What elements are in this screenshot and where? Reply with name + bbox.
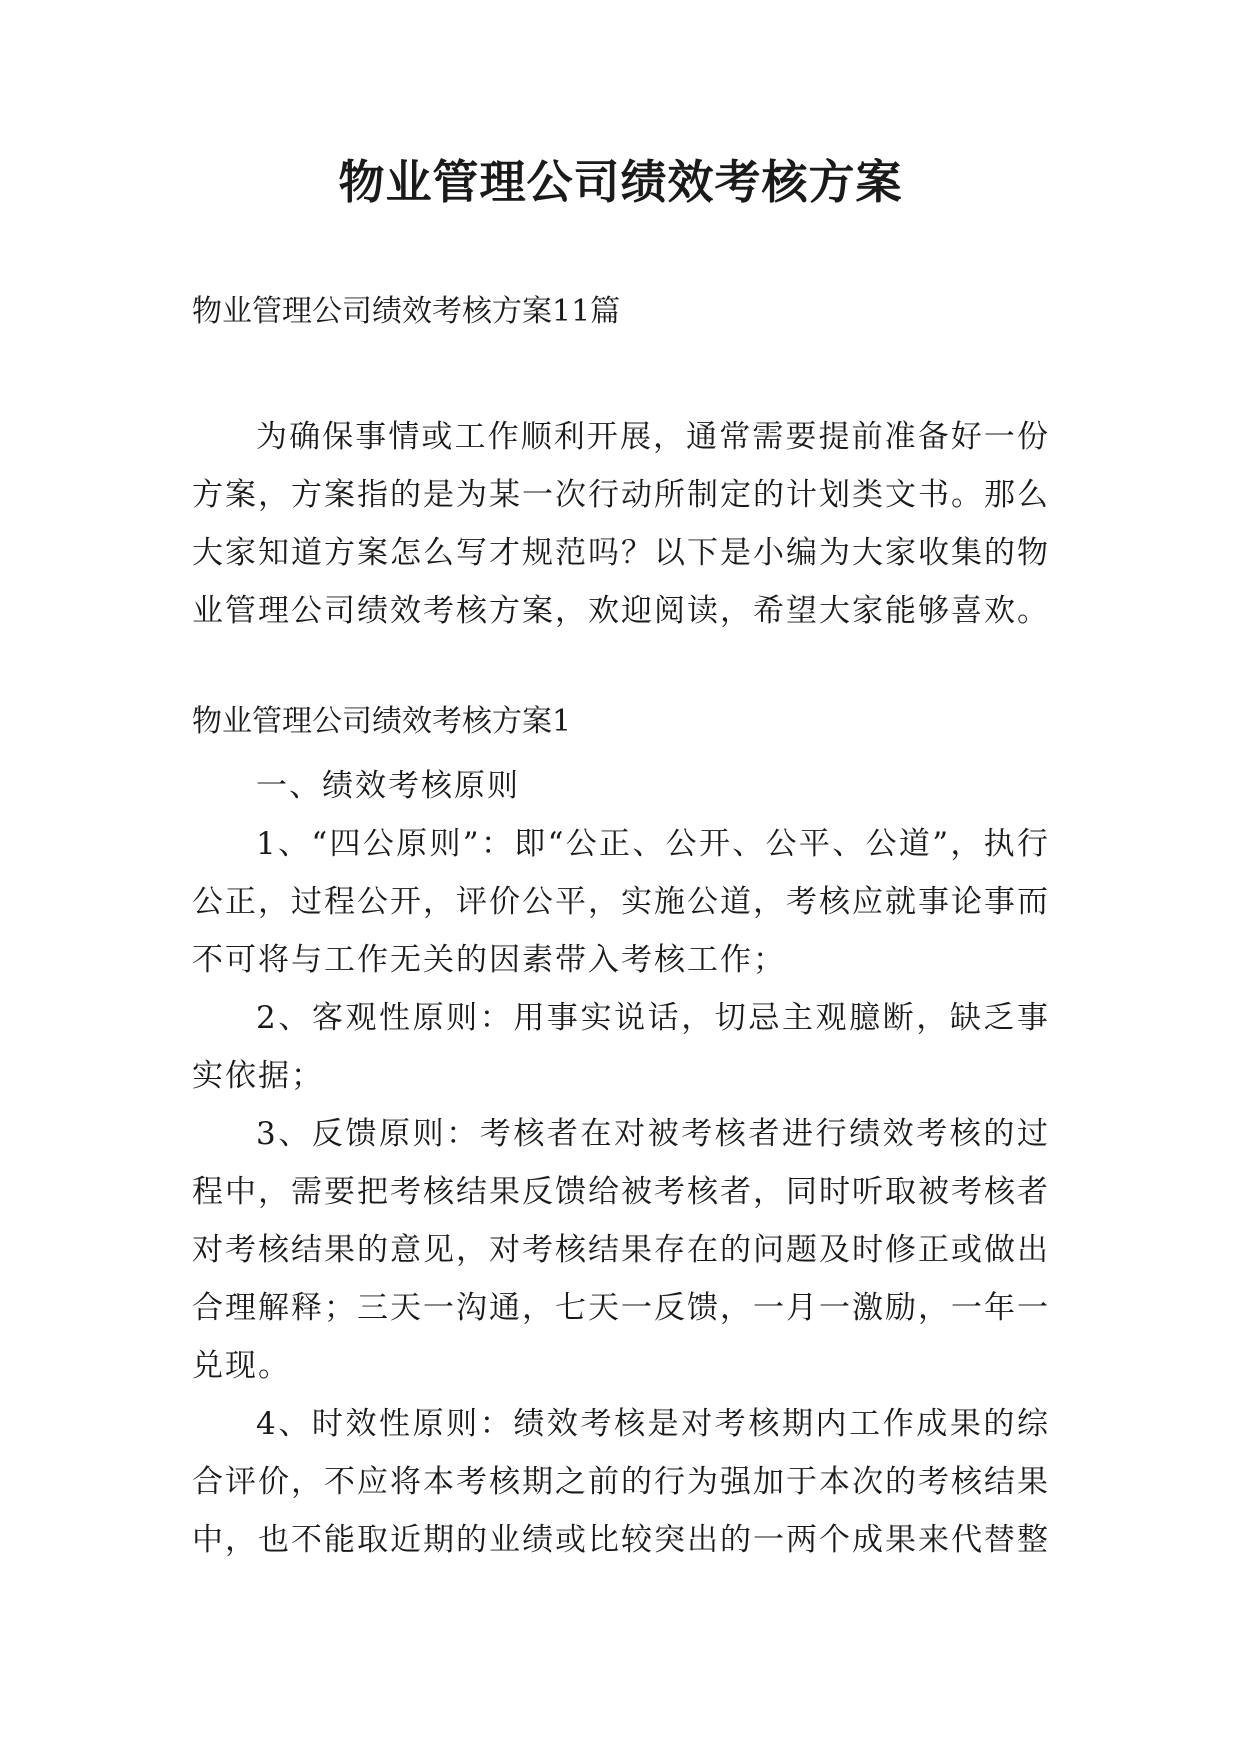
principle-paragraph-4: 4、时效性原则：绩效考核是对考核期内工作成果的综合评价，不应将本考核期之前的行为强加于本次的考核结果中，也不能取近期的业绩或比较突出的一两个成果来代替整	[192, 1406, 1050, 1558]
document-subtitle: 物业管理公司绩效考核方案11篇	[192, 294, 621, 329]
section-content	[192, 757, 1050, 1569]
principle-paragraph-1: 1、“四公原则”：即“公正、公开、公平、公道”，执行公正，过程公开，评价公平，实施公道，考核应就事论事而不可将与工作无关的因素带入考核工作；	[192, 826, 1050, 978]
principles-heading: 一、绩效考核原则	[256, 768, 520, 804]
intro-paragraph: 为确保事情或工作顺利开展，通常需要提前准备好一份方案，方案指的是为某一次行动所制定的计划类文书。那么大家知道方案怎么写才规范吗？以下是小编为大家收集的物业管理公司绩效考核方案，欢迎阅读，希望大家能够喜欢。	[192, 419, 1050, 629]
principle-paragraph-3: 3、反馈原则：考核者在对被考核者进行绩效考核的过程中，需要把考核结果反馈给被考核者，同时听取被考核者对考核结果的意见，对考核结果存在的问题及时修正或做出合理解释；三天一沟通，七天一反馈，一月一激励，一年一兑现。	[192, 1116, 1050, 1384]
section-title: 物业管理公司绩效考核方案1	[192, 704, 572, 739]
document-title: 物业管理公司绩效考核方案	[338, 155, 903, 209]
principle-paragraph-2: 2、客观性原则：用事实说话，切忌主观臆断，缺乏事实依据；	[192, 1000, 1050, 1094]
